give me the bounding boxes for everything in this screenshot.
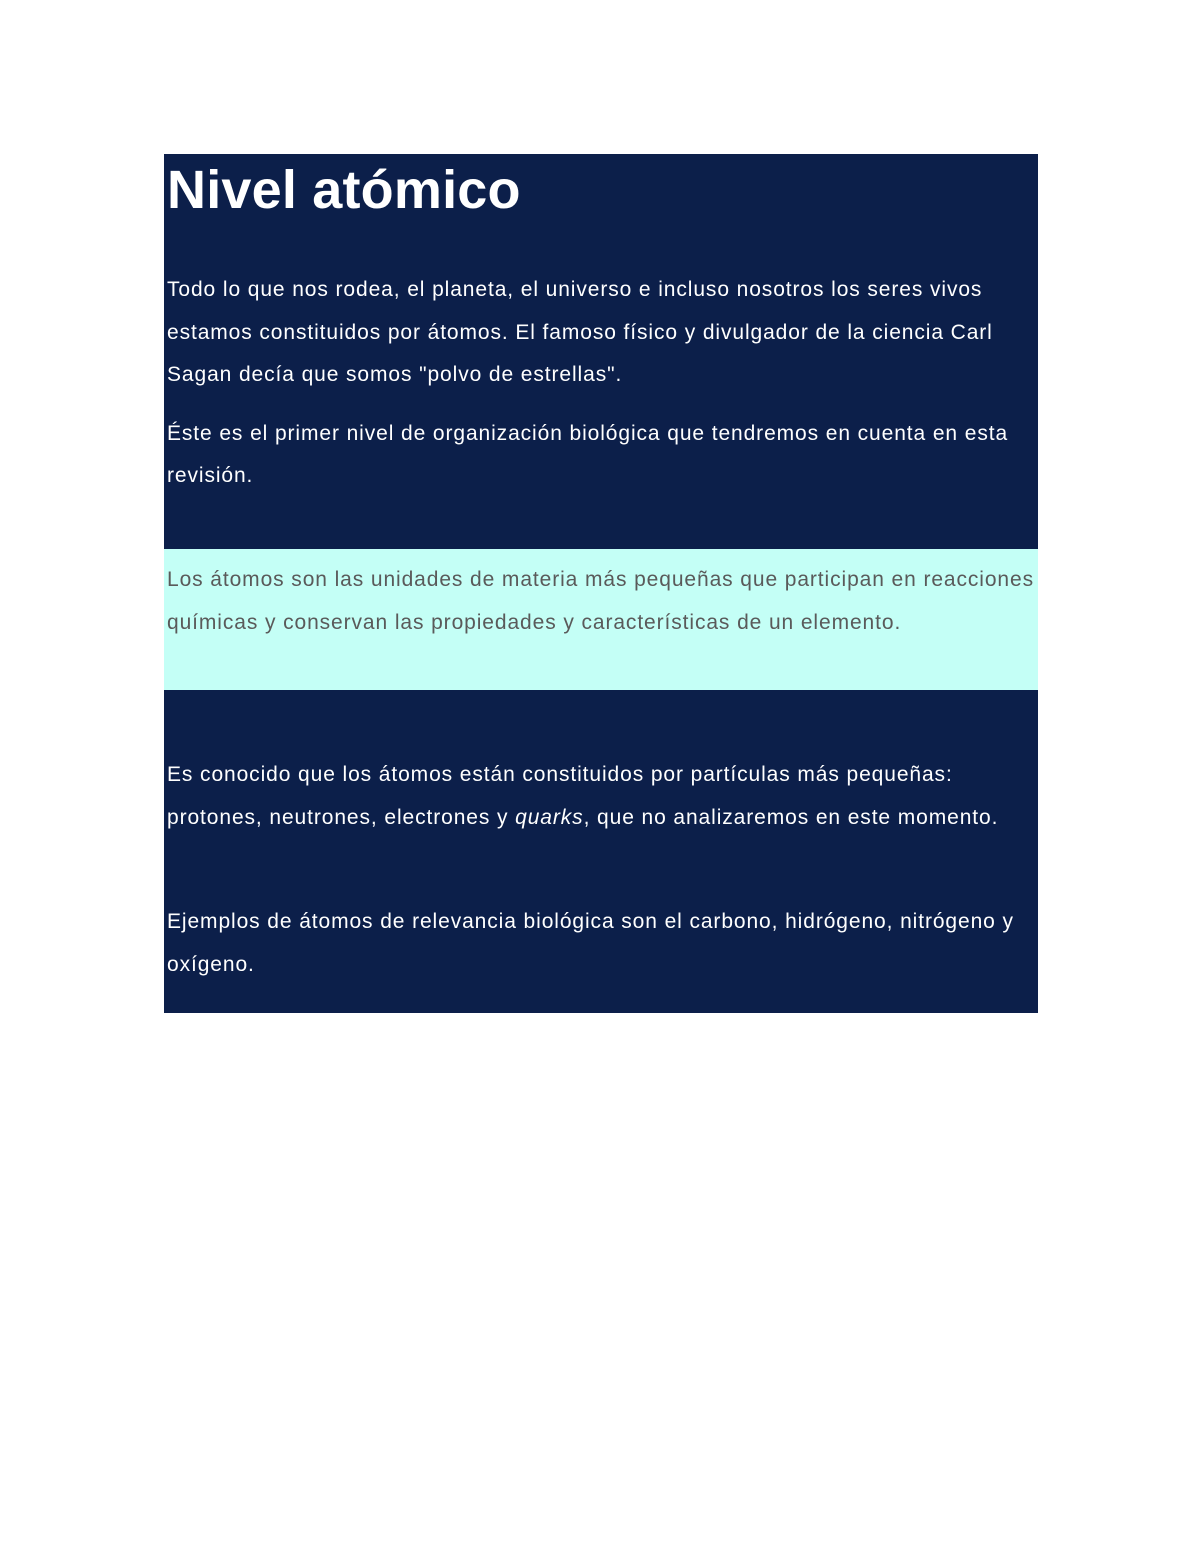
page-title: Nivel atómico: [167, 160, 521, 220]
intro-section: [164, 154, 1038, 549]
particles-paragraph-2: Ejemplos de átomos de relevancia biológica son el carbono, hidrógeno, nitrógeno y oxígeno.: [167, 910, 1014, 976]
intro-paragraph-2: Éste es el primer nivel de organización biológica que tendremos en cuenta en esta revisión.: [167, 421, 1009, 487]
particles-paragraph-1: [167, 754, 1035, 839]
quarks-emphasis: quarks: [515, 805, 584, 829]
document-page: [164, 154, 1038, 1013]
particles-text-before: Es conocido que los átomos están constituidos por partículas más pequeñas: protones, neutrones, electrones y: [167, 763, 953, 829]
particles-text-after: , que no analizaremos en este momento.: [583, 805, 999, 829]
intro-paragraph-1: Todo lo que nos rodea, el planeta, el universo e incluso nosotros los seres vivos estamos constituidos por átomos. El famoso físico y divulgador de la ciencia Carl Sagan decía que somos "polvo de estrellas".: [167, 278, 993, 386]
particles-section: [164, 690, 1038, 1013]
definition-callout: [164, 549, 1038, 690]
definition-text: Los átomos son las unidades de materia más pequeñas que participan en reacciones químicas y conservan las propiedades y características de un elemento.: [167, 568, 1034, 634]
